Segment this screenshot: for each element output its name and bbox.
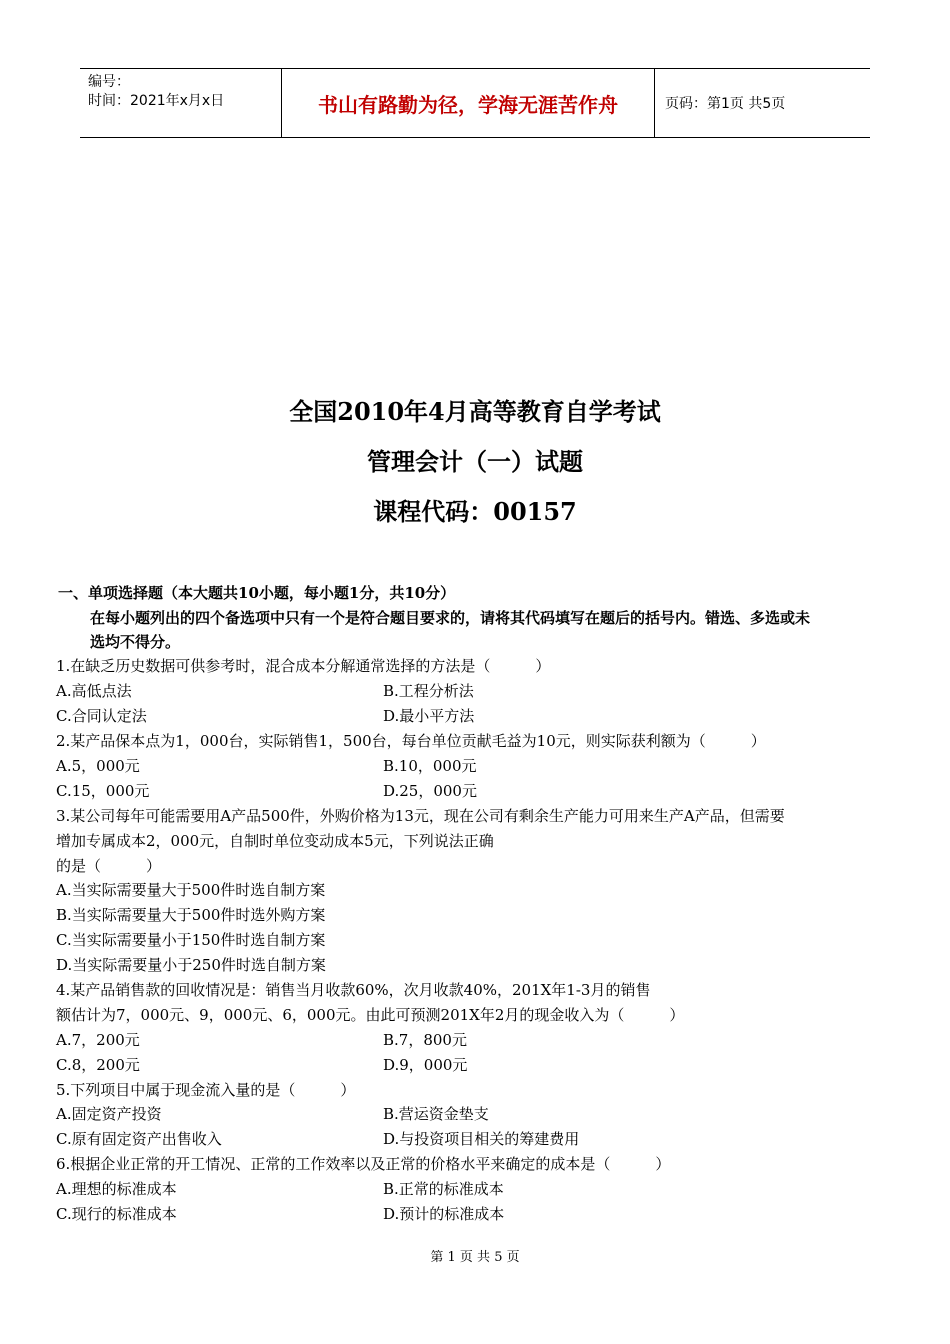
option: D.25，000元 <box>383 782 477 800</box>
option: D.与投资项目相关的筹建费用 <box>383 1130 580 1148</box>
option: D.9，000元 <box>383 1056 468 1074</box>
option: C.8，200元 <box>56 1056 140 1074</box>
header-page-info: 页码：第1页 共5页 <box>665 96 786 112</box>
option: B.正常的标准成本 <box>383 1180 504 1198</box>
question-stem: 1.在缺乏历史数据可供参考时，混合成本分解通常选择的方法是（ ） <box>56 657 551 675</box>
option: A.5，000元 <box>56 757 140 775</box>
option: A.7，200元 <box>56 1031 140 1049</box>
question-stem: 5.下列项目中属于现金流入量的是（ ） <box>56 1081 356 1099</box>
question-stem: 4.某产品销售款的回收情况是：销售当月收款60%，次月收款40%，201X年1-3月的销售 <box>56 981 651 999</box>
option: D.预计的标准成本 <box>383 1205 505 1223</box>
option: A.固定资产投资 <box>56 1105 162 1123</box>
option: B.7，800元 <box>383 1031 467 1049</box>
serial-number-label: 编号： <box>88 74 130 90</box>
option: B.10，000元 <box>383 757 477 775</box>
option: D.当实际需要量小于250件时选自制方案 <box>56 956 326 974</box>
date-label: 时间：2021年x月x日 <box>88 93 225 109</box>
option: C.15，000元 <box>56 782 150 800</box>
option: B.工程分析法 <box>383 682 474 700</box>
question-stem: 6.根据企业正常的开工情况、正常的工作效率以及正常的价格水平来确定的成本是（ ） <box>56 1155 671 1173</box>
section-heading: 一、单项选择题（本大题共10小题，每小题1分，共10分） <box>58 584 456 602</box>
question-stem: 3.某公司每年可能需要用A产品500件，外购价格为13元，现在公司有剩余生产能力可用来生产A产品，但需要 <box>56 807 785 825</box>
course-code: 课程代码：00157 <box>373 497 577 526</box>
document-header <box>80 68 870 138</box>
section-instruction: 选均不得分。 <box>90 633 181 651</box>
page-footer: 第 1 页 共 5 页 <box>430 1250 520 1265</box>
option: A.理想的标准成本 <box>56 1180 177 1198</box>
question-stem: 2.某产品保本点为1，000台，实际销售1，500台，每台单位贡献毛益为10元，则实际获利额为（ ） <box>56 732 766 750</box>
question-stem: 增加专属成本2，000元，自制时单位变动成本5元，下列说法正确 <box>56 832 494 850</box>
option: B.营运资金垫支 <box>383 1105 489 1123</box>
option: C.当实际需要量小于150件时选自制方案 <box>56 931 326 949</box>
option: C.合同认定法 <box>56 707 147 725</box>
option: A.当实际需要量大于500件时选自制方案 <box>56 881 326 899</box>
header-meta <box>88 73 280 111</box>
header-divider <box>654 69 655 137</box>
section-instruction: 在每小题列出的四个备选项中只有一个是符合题目要求的，请将其代码填写在题后的括号内。错选、多选或未 <box>90 609 811 627</box>
option: C.原有固定资产出售收入 <box>56 1130 222 1148</box>
option: D.最小平方法 <box>383 707 475 725</box>
option: B.当实际需要量大于500件时选外购方案 <box>56 906 326 924</box>
header-motto: 书山有路勤为径，学海无涯苦作舟 <box>318 92 618 117</box>
exam-title: 全国2010年4月高等教育自学考试 <box>289 397 661 426</box>
option: C.现行的标准成本 <box>56 1205 177 1223</box>
question-stem: 额估计为7，000元、9，000元、6，000元。由此可预测201X年2月的现金收入为（ ） <box>56 1006 685 1024</box>
question-stem: 的是（ ） <box>56 857 162 875</box>
exam-subject: 管理会计（一）试题 <box>367 447 583 476</box>
option: A.高低点法 <box>56 682 132 700</box>
